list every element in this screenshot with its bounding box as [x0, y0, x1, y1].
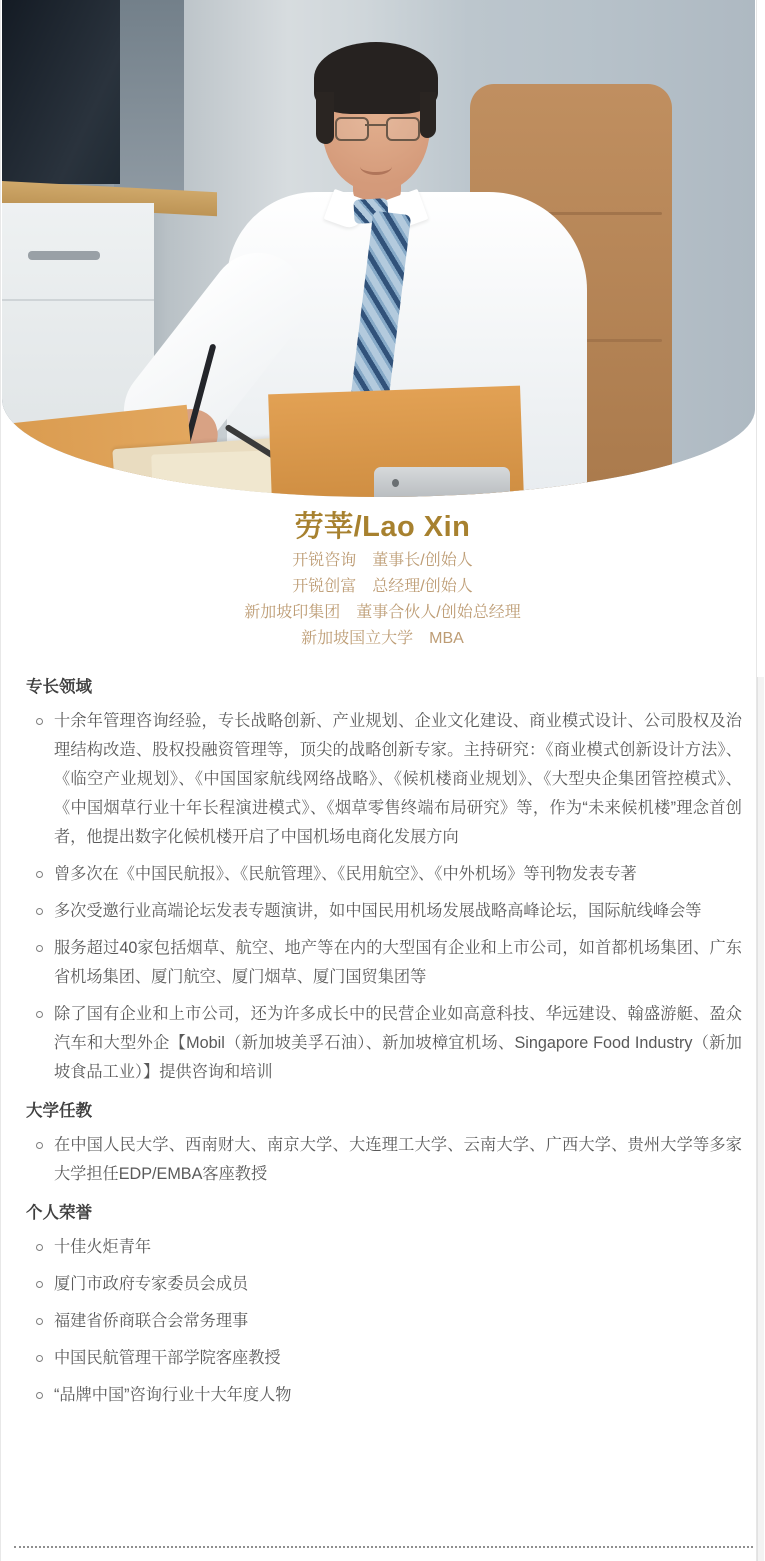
- university-list: [26, 1131, 742, 1189]
- honor-item-text: 十佳火炬青年: [54, 1238, 152, 1256]
- portrait-photo: [2, 0, 755, 497]
- honor-item: [26, 1344, 742, 1373]
- bullet-icon: [36, 1318, 43, 1325]
- glasses: [365, 124, 386, 126]
- section-heading-honors: 个人荣誉: [26, 1204, 92, 1222]
- honor-item: [26, 1307, 742, 1336]
- university-item: [26, 1131, 742, 1189]
- honor-item-text: “品牌中国”咨询行业十大年度人物: [54, 1386, 292, 1404]
- glasses: [335, 117, 369, 141]
- scrollbar-thumb[interactable]: [757, 677, 764, 1561]
- person-hair: [316, 92, 334, 144]
- profile-title-line: 开锐咨询 董事长/创始人: [292, 552, 473, 569]
- drawer-line: [2, 299, 154, 301]
- honors-list: [26, 1233, 742, 1410]
- honor-item: [26, 1381, 742, 1410]
- bullet-icon: [36, 1355, 43, 1362]
- expertise-item: [26, 934, 742, 992]
- laptop-logo: [392, 479, 399, 487]
- bullet-icon: [36, 1281, 43, 1288]
- university-item-text: 在中国人民大学、西南财大、南京大学、大连理工大学、云南大学、广西大学、贵州大学等多家大学担任EDP/EMBA客座教授: [54, 1136, 742, 1183]
- profile-name: 劳莘/Lao Xin: [294, 511, 471, 543]
- bullet-icon: [36, 945, 43, 952]
- glasses: [386, 117, 420, 141]
- bullet-icon: [36, 1011, 43, 1018]
- drawer-handle: [28, 251, 100, 260]
- expertise-item-text: 曾多次在《中国民航报》、《民航管理》、《民用航空》、《中外机场》等刊物发表专著: [54, 865, 637, 883]
- bullet-icon: [36, 908, 43, 915]
- section-heading-university: 大学任教: [26, 1102, 92, 1120]
- profile-title-line: 新加坡印集团 董事合伙人/创始总经理: [244, 604, 521, 621]
- honor-item-text: 福建省侨商联合会常务理事: [54, 1312, 249, 1330]
- profile-title-line: 新加坡国立大学 MBA: [301, 630, 464, 647]
- bullet-icon: [36, 718, 43, 725]
- profile-header: [0, 511, 765, 652]
- expertise-item-text: 十余年管理咨询经验，专长战略创新、产业规划、企业文化建设、商业模式设计、公司股权及治理结构改造、股权投融资管理等，顶尖的战略创新专家。主持研究：《商业模式创新设计方法》、《临空产业规划》、《中国国家航线网络战略》、《候机楼商业规划》、《大型央企集团管控模式》、《中国烟草行业十年长程演进模式》、《烟草零售终端布局研究》等，作为“未来候机楼”理念首创者，他提出数字化候机楼开启了中国机场电商化发展方向: [54, 712, 742, 846]
- honor-item: [26, 1270, 742, 1299]
- bio-content: [0, 677, 765, 1424]
- bullet-icon: [36, 1244, 43, 1251]
- expertise-list: [26, 707, 742, 1087]
- scrollbar-track[interactable]: [756, 0, 765, 1561]
- person-smile: [360, 158, 392, 175]
- profile-titles: [0, 548, 765, 652]
- bullet-icon: [36, 1142, 43, 1149]
- laptop-lid: [374, 467, 510, 497]
- person-hair: [420, 92, 436, 138]
- tv-screen: [2, 0, 120, 184]
- expertise-item-text: 多次受邀行业高端论坛发表专题演讲，如中国民用机场发展战略高峰论坛，国际航线峰会等: [54, 902, 702, 920]
- expertise-item-text: 除了国有企业和上市公司，还为许多成长中的民营企业如高意科技、华远建设、翰盛游艇、盈众汽车和大型外企【Mobil（新加坡美孚石油）、新加坡樟宜机场、Singapore Food Industry（新加坡食品工业）】提供咨询和培训: [54, 1005, 742, 1081]
- wall-column: [114, 0, 184, 210]
- honor-item-text: 中国民航管理干部学院客座教授: [54, 1349, 281, 1367]
- section-heading-expertise: 专长领域: [26, 678, 92, 696]
- bullet-icon: [36, 871, 43, 878]
- honor-item: [26, 1233, 742, 1262]
- expertise-item: [26, 1000, 742, 1087]
- expertise-item: [26, 897, 742, 926]
- dotted-separator: [14, 1546, 753, 1548]
- bullet-icon: [36, 1392, 43, 1399]
- honor-item-text: 厦门市政府专家委员会成员: [54, 1275, 249, 1293]
- expertise-item: [26, 860, 742, 889]
- expertise-item-text: 服务超过40家包括烟草、航空、地产等在内的大型国有企业和上市公司，如首都机场集团、广东省机场集团、厦门航空、厦门烟草、厦门国贸集团等: [54, 939, 742, 986]
- expertise-item: [26, 707, 742, 852]
- profile-title-line: 开锐创富 总经理/创始人: [292, 578, 473, 595]
